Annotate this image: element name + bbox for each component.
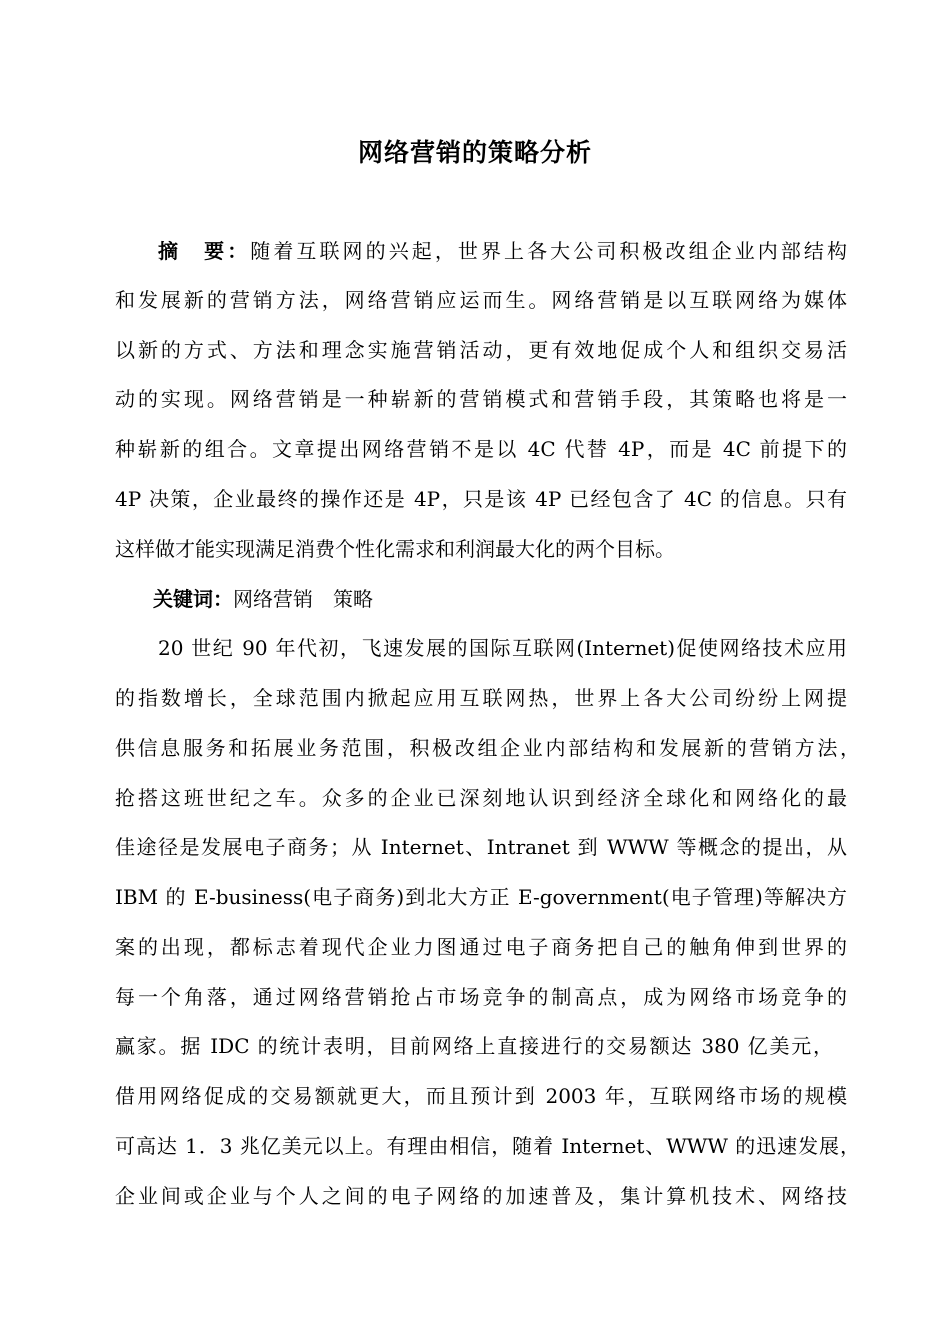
abstract-line-7: 这样做才能实现满足消费个性化需求和利润最大化的两个目标。 xyxy=(115,537,675,561)
body-line-12: 企业间或企业与个人之间的电子网络的加速普及，集计算机技术、网络技 xyxy=(115,1184,847,1208)
body-line-3: 供信息服务和拓展业务范围，积极改组企业内部结构和发展新的营销方法， xyxy=(115,736,860,760)
body-line-9: 赢家。据 IDC 的统计表明，目前网络上直接进行的交易额达 380 亿美元， xyxy=(115,1034,833,1058)
document-title: 网络营销的策略分析 xyxy=(357,138,592,167)
abstract-line-4: 动的实现。网络营销是一种崭新的营销模式和营销手段，其策略也将是一 xyxy=(115,387,847,411)
body-line-11: 可高达 1．3 兆亿美元以上。有理由相信，随着 Internet、WWW 的迅速发展， xyxy=(115,1134,860,1158)
body-line-5: 佳途径是发展电子商务；从 Internet、Intranet 到 WWW 等概念的提出，从 xyxy=(115,835,847,859)
abstract-line-5: 种崭新的组合。文章提出网络营销不是以 4C 代替 4P，而是 4C 前提下的 xyxy=(115,437,847,461)
abstract-line-1 xyxy=(158,236,847,266)
keywords-line xyxy=(153,584,373,614)
body-line-1: 20 世纪 90 年代初，飞速发展的国际互联网(Internet)促使网络技术应用 xyxy=(158,636,847,660)
body-line-10: 借用网络促成的交易额就更大，而且预计到 2003 年，互联网络市场的规模 xyxy=(115,1084,847,1108)
abstract-line-2: 和发展新的营销方法，网络营销应运而生。网络营销是以互联网络为媒体 xyxy=(115,288,847,312)
body-line-6: IBM 的 E-business(电子商务)到北大方正 E-government(电子管理)等解决方 xyxy=(115,885,847,909)
body-line-7: 案的出现，都标志着现代企业力图通过电子商务把自己的触角伸到世界的 xyxy=(115,935,847,959)
abstract-line-1-text: 随着互联网的兴起，世界上各大公司积极改组企业内部结构 xyxy=(250,239,848,263)
body-line-4: 抢搭这班世纪之车。众多的企业已深刻地认识到经济全球化和网络化的最 xyxy=(115,786,847,810)
abstract-line-3: 以新的方式、方法和理念实施营销活动，更有效地促成个人和组织交易活 xyxy=(115,338,847,362)
body-line-8: 每一个角落，通过网络营销抢占市场竞争的制高点，成为网络市场竞争的 xyxy=(115,985,847,1009)
keywords-text: 网络营销 策略 xyxy=(233,587,373,611)
abstract-line-6: 4P 决策，企业最终的操作还是 4P，只是该 4P 已经包含了 4C 的信息。只有 xyxy=(115,487,847,511)
body-line-2: 的指数增长，全球范围内掀起应用互联网热，世界上各大公司纷纷上网提 xyxy=(115,686,847,710)
keywords-label: 关键词： xyxy=(153,587,233,611)
abstract-label: 摘 要： xyxy=(158,239,251,263)
